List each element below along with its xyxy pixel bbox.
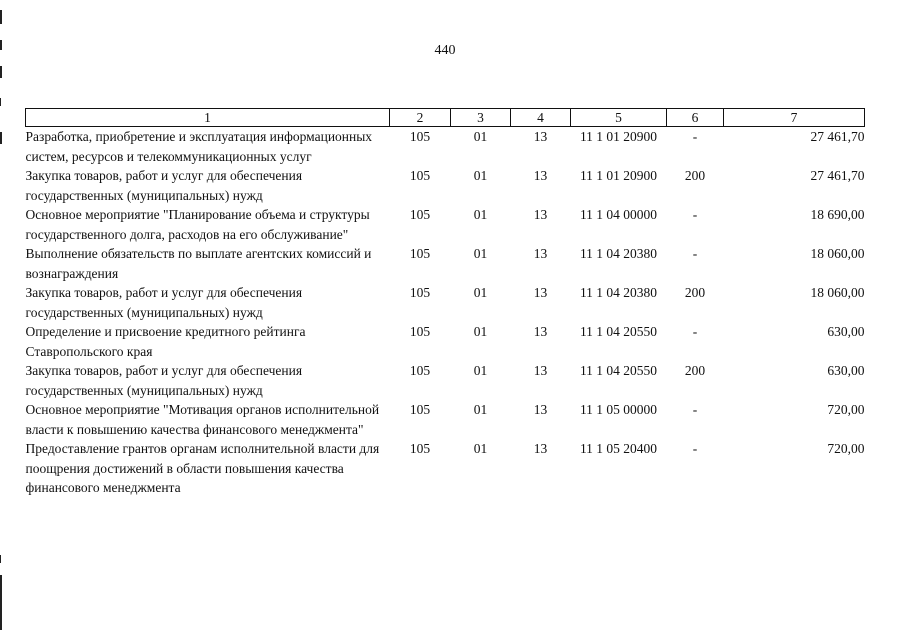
table-row [26,166,865,205]
ministry-code: 105 [409,324,431,339]
column-header: 2 [390,109,451,127]
expense-name: Закупка товаров, работ и услуг для обеспечения государственных (муниципальных) нужд [25,285,303,320]
expense-type-code: - [692,324,698,339]
ministry-code: 105 [409,129,431,144]
expense-type-code: - [692,207,698,222]
amount: 720,00 [827,402,865,417]
expense-name: Предоставление грантов органам исполнительной власти для поощрения достижений в области повышения качества финансового менеджмента [25,441,380,495]
subsection-code: 13 [533,441,548,456]
amount: 18 690,00 [810,207,865,222]
ministry-code: 105 [409,246,431,261]
table-row [26,205,865,244]
expense-name: Разработка, приобретение и эксплуатация информационных систем, ресурсов и телекоммуникационных услуг [25,129,373,164]
section-code: 01 [473,402,488,417]
expense-type-code: - [692,441,698,456]
section-code: 01 [473,441,488,456]
subsection-code: 13 [533,129,548,144]
section-code: 01 [473,129,488,144]
subsection-code: 13 [533,324,548,339]
amount: 18 060,00 [810,246,865,261]
target-article-code: 11 1 04 20550 [579,324,658,339]
column-header: 7 [724,109,865,127]
scan-edge-mark [0,98,1,106]
expense-type-code: - [692,246,698,261]
target-article-code: 11 1 04 20380 [579,285,658,300]
ministry-code: 105 [409,285,431,300]
page-number: 440 [434,43,456,58]
scan-edge-mark [0,132,2,144]
subsection-code: 13 [533,207,548,222]
expense-type-code: 200 [684,363,706,378]
target-article-code: 11 1 05 20400 [579,441,658,456]
subsection-code: 13 [533,363,548,378]
amount: 720,00 [827,441,865,456]
section-code: 01 [473,285,488,300]
target-article-code: 11 1 04 00000 [579,207,658,222]
scan-edge-mark [0,555,1,563]
section-code: 01 [473,168,488,183]
ministry-code: 105 [409,441,431,456]
ministry-code: 105 [409,402,431,417]
subsection-code: 13 [533,402,548,417]
column-header: 3 [451,109,511,127]
table-row [26,283,865,322]
column-header: 5 [571,109,667,127]
table-row [26,400,865,439]
column-header: 4 [511,109,571,127]
expense-type-code: 200 [684,168,706,183]
table-row [26,361,865,400]
expense-name: Основное мероприятие "Мотивация органов исполнительной власти к повышению качества финансового менеджмента" [25,402,380,437]
expense-name: Определение и присвоение кредитного рейтинга Ставропольского края [25,324,306,359]
section-code: 01 [473,324,488,339]
scan-edge-mark [0,10,2,24]
table-row [26,244,865,283]
column-header: 1 [26,109,390,127]
scan-edge-mark [0,575,2,630]
subsection-code: 13 [533,285,548,300]
table-row [26,439,865,498]
section-code: 01 [473,207,488,222]
target-article-code: 11 1 04 20380 [579,246,658,261]
subsection-code: 13 [533,168,548,183]
expense-name: Закупка товаров, работ и услуг для обеспечения государственных (муниципальных) нужд [25,363,303,398]
amount: 630,00 [827,363,865,378]
scan-edge-mark [0,66,2,78]
expense-type-code: - [692,129,698,144]
section-code: 01 [473,363,488,378]
amount: 630,00 [827,324,865,339]
subsection-code: 13 [533,246,548,261]
expense-name: Закупка товаров, работ и услуг для обеспечения государственных (муниципальных) нужд [25,168,303,203]
expense-name: Выполнение обязательств по выплате агентских комиссий и вознаграждения [25,246,372,281]
expense-type-code: - [692,402,698,417]
target-article-code: 11 1 05 00000 [579,402,658,417]
expense-type-code: 200 [684,285,706,300]
section-code: 01 [473,246,488,261]
expense-name: Основное мероприятие "Планирование объема и структуры государственного долга, расходов на его обслуживание" [25,207,370,242]
table-row [26,322,865,361]
amount: 27 461,70 [810,168,865,183]
amount: 27 461,70 [810,129,865,144]
budget-table [25,108,865,498]
amount: 18 060,00 [810,285,865,300]
column-number-header [26,109,865,127]
target-article-code: 11 1 01 20900 [579,168,658,183]
target-article-code: 11 1 01 20900 [579,129,658,144]
ministry-code: 105 [409,207,431,222]
target-article-code: 11 1 04 20550 [579,363,658,378]
ministry-code: 105 [409,168,431,183]
table-row [26,127,865,167]
ministry-code: 105 [409,363,431,378]
column-header: 6 [667,109,724,127]
